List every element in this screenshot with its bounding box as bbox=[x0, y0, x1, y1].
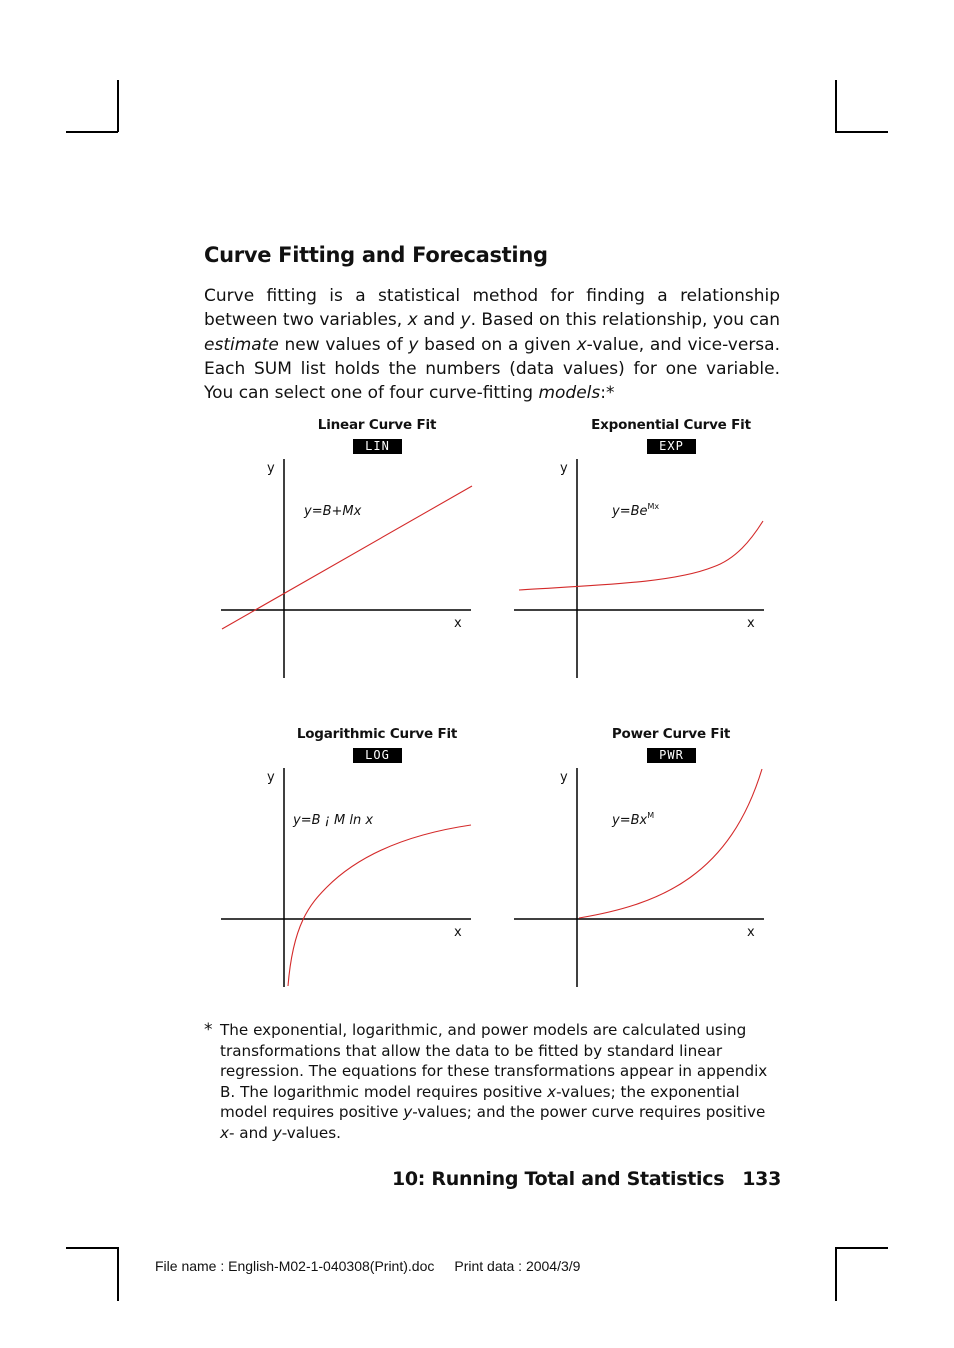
x-axis-label: x bbox=[747, 925, 755, 940]
mode-badge-exp: EXP bbox=[647, 439, 696, 454]
chart-title-power: Power Curve Fit bbox=[611, 726, 731, 742]
print-info bbox=[155, 1258, 580, 1274]
logarithmic-fit-plot bbox=[215, 764, 480, 994]
equation-label: $y=Be^{Mx}$ bbox=[612, 502, 660, 519]
running-footer bbox=[392, 1168, 781, 1190]
crop-mark bbox=[835, 1247, 837, 1301]
intro-paragraph: Curve fitting is a statistical method for finding a relationship between two variables, x and y. Based on this relationship, you can estimate new values of y based on a given x-value, and vice-versa. Each SUM list holds the numbers (data values) for one variable. You can select one of four curve-fitting models:* bbox=[204, 286, 781, 404]
crop-mark bbox=[117, 1247, 119, 1301]
page-number: 133 bbox=[742, 1168, 781, 1190]
x-axis-label: x bbox=[454, 925, 462, 940]
crop-mark bbox=[66, 1247, 118, 1249]
crop-mark bbox=[835, 80, 837, 132]
footnote-marker: * bbox=[204, 1020, 213, 1040]
print-date: Print data : 2004/3/9 bbox=[454, 1258, 581, 1274]
chapter-title: 10: Running Total and Statistics bbox=[391, 1168, 725, 1190]
y-axis-label: y bbox=[267, 461, 275, 476]
equation-label: y=B ¡ M ln x bbox=[293, 813, 374, 828]
linear-fit-plot bbox=[215, 455, 480, 685]
equation-label: $y=Bx^M$ bbox=[612, 811, 655, 828]
exponential-fit-plot bbox=[508, 455, 773, 685]
power-fit-plot bbox=[508, 764, 773, 994]
file-name: File name : English-M02-1-040308(Print).doc bbox=[155, 1258, 435, 1274]
footnote-text: The exponential, logarithmic, and power models are calculated using transformations that allow the data to be fitted by standard linear regression. The equations for these transformations appear in appendix B. The logarithmic model requires positive x-values; the exponential model requires positive y-values; and the power curve requires positive x- and y-values. bbox=[220, 1021, 768, 1142]
x-axis-label: x bbox=[454, 616, 462, 631]
mode-badge-lin: LIN bbox=[353, 439, 402, 454]
fit-curve bbox=[579, 769, 762, 918]
section-title: Curve Fitting and Forecasting bbox=[204, 243, 548, 267]
footnote bbox=[204, 1020, 784, 1143]
mode-badge-log: LOG bbox=[353, 748, 402, 763]
y-axis-label: y bbox=[560, 461, 568, 476]
mode-badge-pwr: PWR bbox=[647, 748, 696, 763]
y-axis-label: y bbox=[560, 770, 568, 785]
chart-title-logarithmic: Logarithmic Curve Fit bbox=[296, 726, 458, 742]
fit-curve bbox=[288, 825, 471, 986]
chart-title-exponential: Exponential Curve Fit bbox=[591, 417, 751, 433]
equation-label: y=B+Mx bbox=[304, 504, 362, 519]
chart-title-linear: Linear Curve Fit bbox=[317, 417, 437, 433]
crop-mark bbox=[835, 131, 888, 133]
fit-curve bbox=[519, 521, 763, 590]
y-axis-label: y bbox=[267, 770, 275, 785]
crop-mark bbox=[835, 1247, 888, 1249]
crop-mark bbox=[117, 80, 119, 132]
x-axis-label: x bbox=[747, 616, 755, 631]
crop-mark bbox=[66, 131, 118, 133]
